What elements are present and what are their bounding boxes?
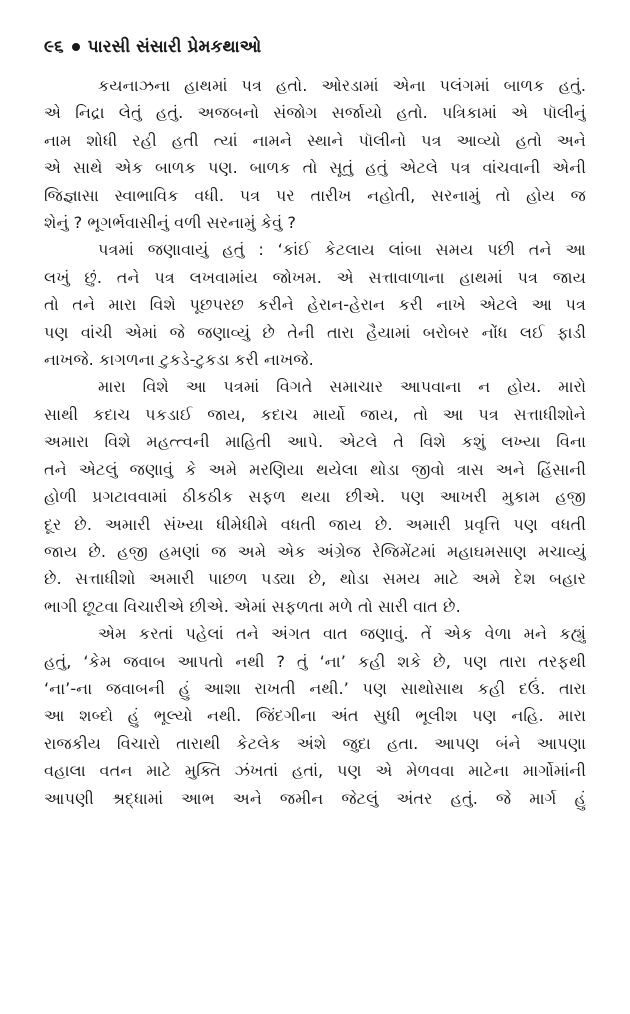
paragraph [44,236,586,373]
text-line: સાથી કદાચ પકડાઈ જાય, કદાચ માર્યો જાય, તો આ પત્ર સત્તાધીશોને [44,404,586,424]
book-title: પારસી સંસારી પ્રેમકથાઓ [87,37,262,57]
text-line: લખું છું. તને પત્ર લખવામાંય જોખમ. એ સત્તાવાળાના હાથમાં પત્ર જાય [44,267,586,287]
text-line: તને એટલું જણાવું કે અમે મરણિયા થયેલા થોડા જીવો ત્રાસ અને હિંસાની [44,459,586,479]
text-line: જિજ્ઞાસા સ્વાભાવિક વધી. પત્ર પર તારીખ નહોતી, સરનામું તો હોય જ [44,185,586,205]
paragraph [44,72,586,236]
text-line: અમારા વિશે મહત્ત્વની માહિતી આપે. એટલે તે વિશે કશું લખ્યા વિના [44,432,586,452]
paragraph [44,373,586,620]
text-line: પત્રમાં જણાવાયું હતું : ‘કાંઈ કેટલાય લાંબા સમય પછી તને આ [98,240,586,260]
text-line: ભાગી છૂટવા વિચારીએ છીએ. એમાં સફળતા મળે તો સારી વાત છે. [44,596,461,616]
page-number: ૯૬ [44,37,64,57]
text-line: તો તને મારા વિશે પૂછપરછ કરીને હેરાન-હેરાન કરી નાખે એટલે આ પત્ર [44,295,586,315]
text-line: દૂર છે. અમારી સંખ્યા ધીમેધીમે વધતી જાય છે. અમારી પ્રવૃત્તિ પણ વધતી [44,514,586,534]
text-line: એમ કરતાં પહેલાં તને અંગત વાત જણાવું. તેં એક વેળા મને કહ્યું [98,624,586,644]
text-line: કયનાઝના હાથમાં પત્ર હતો. ઓરડામાં એના પલંગમાં બાળક હતું. [98,76,586,95]
text-line: એ સાથે એક બાળક પણ. બાળક તો સૂતું હતું એટલે પત્ર વાંચવાની એની [44,158,586,178]
text-line: નામ શોધી રહી હતી ત્યાં નામને સ્થાને પૉલીનો પત્ર આવ્યો હતો અને [44,130,586,150]
body-text [44,72,586,812]
text-line: હોળી પ્રગટાવવામાં ઠીકઠીક સફળ થયા છીએ. પણ આખરી મુકામ હજી [44,487,586,507]
running-header [44,34,586,60]
paragraph [44,620,586,812]
text-line: છે. સત્તાધીશો અમારી પાછળ પડ્યા છે, થોડા સમય માટે અમે દેશ બહાર [44,569,586,589]
text-line: હતું, ‘કેમ જવાબ આપતો નથી ? તું ‘ના’ કહી શકે છે, પણ તારા તરફથી [44,651,586,671]
text-line: મારા વિશે આ પત્રમાં વિગતે સમાચાર આપવાના ન હોય. મારો [98,377,586,397]
text-line: આપણી શ્રદ્ધામાં આભ અને જમીન જેટલું અંતર હતું. જે માર્ગ હું [44,788,586,808]
text-line: પણ વાંચી એમાં જે જણાવ્યું છે તેની તારા હૈયામાં બરોબર નોંધ લઈ ફાડી [44,322,586,342]
text-line: ‘ના’-ના જવાબની હું આશા રાખતી નથી.’ પણ સાથોસાથ કહી દઉં. તારા [44,678,586,698]
text-line: રાજકીય વિચારો તારાથી કેટલેક અંશે જુદા હતા. આપણ બંને આપણા [44,733,586,753]
bullet-icon [72,43,80,51]
text-line: એ નિદ્રા લેતું હતું. અજબનો સંજોગ સર્જાયો હતો. પત્રિકામાં એ પૉલીનું [44,103,586,123]
text-line: જાય છે. હજી હમણાં જ અમે એક અંગ્રેજ રેજિમેંટમાં મહાઘમસાણ મચાવ્યું [44,541,586,561]
text-line: વહાલા વતન માટે મુક્તિ ઝંખતાં હતાં, પણ એ મેળવવા માટેના માર્ગોમાંની [44,761,586,781]
text-line: નાખજે. કાગળના ટુકડે-ટુકડા કરી નાખજે. [44,350,314,370]
text-line: શેનું ? ભૂગર્ભવાસીનું વળી સરનામું કેવું ? [44,213,296,233]
text-line: આ શબ્દો હું ભૂલ્યો નથી. જિંદગીના અંત સુધી ભૂલીશ પણ નહિ. મારા [44,706,586,726]
